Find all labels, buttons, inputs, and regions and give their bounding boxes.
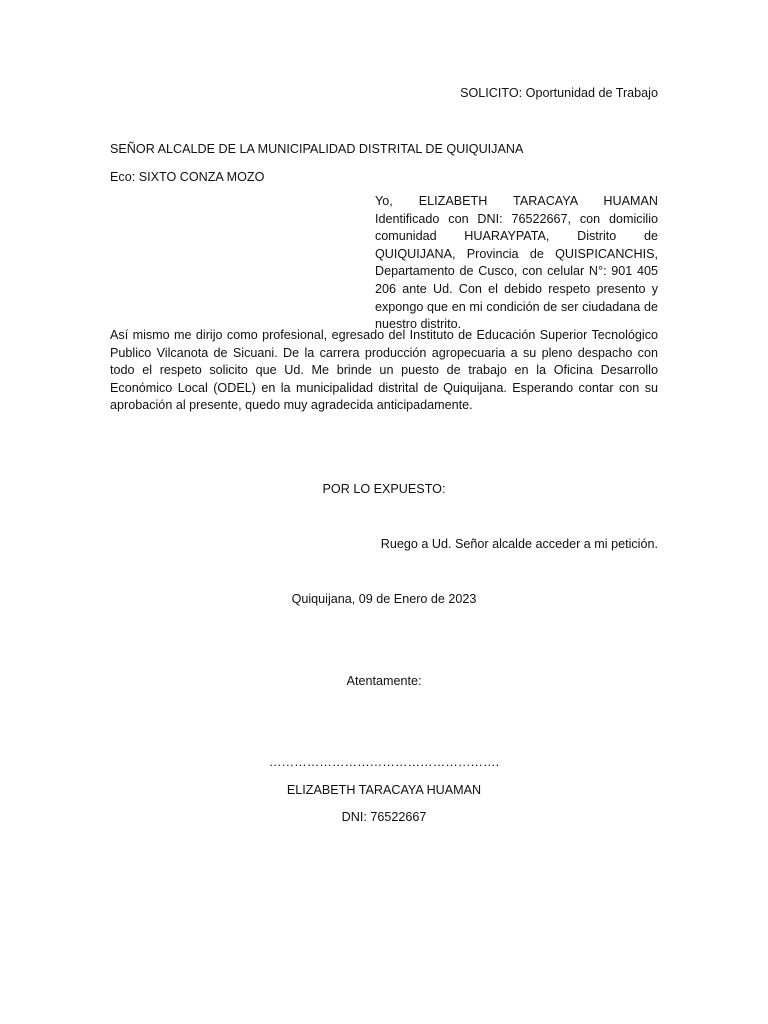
request-line: Ruego a Ud. Señor alcalde acceder a mi petición.	[380, 537, 658, 551]
por-lo-expuesto: POR LO EXPUESTO:	[322, 482, 446, 496]
regards: Atentamente:	[346, 674, 422, 688]
intro-paragraph-text: Yo, ELIZABETH TARACAYA HUAMAN Identificado con DNI: 76522667, con domicilio comunidad HUARAYPATA, Distrito de QUIQUIJANA, Provincia de QUISPICANCHIS, Departamento de Cusco, con celular N°: 901 405 206 ante Ud. Con el debido respeto presento y expongo que en mi condición de ser ciudadana de nuestro distrito.	[375, 194, 658, 332]
intro-paragraph	[375, 193, 658, 334]
signature-line: ……………………………………………….	[268, 755, 500, 769]
body-paragraph-text: Así mismo me dirijo como profesional, egresado del Instituto de Educación Superior Tecnológico Publico Vilcanota de Sicuani. De la carrera producción agropecuaria a su pleno despacho con todo el respeto solicito que Ud. Me brinde un puesto de trabajo en la Oficina Desarrollo Económico Local (ODEL) en la municipalidad distrital de Quiquijana. Esperando contar con su aprobación al presente, quedo muy agradecida anticipadamente.	[110, 328, 658, 413]
attention-line: Eco: SIXTO CONZA MOZO	[110, 170, 265, 184]
subject-line: SOLICITO: Oportunidad de Trabajo	[460, 86, 658, 100]
signer-dni: DNI: 76522667	[341, 810, 427, 824]
recipient-line: SEÑOR ALCALDE DE LA MUNICIPALIDAD DISTRITAL DE QUIQUIJANA	[110, 142, 524, 156]
place-date: Quiquijana, 09 de Enero de 2023	[291, 592, 477, 606]
signer-name: ELIZABETH TARACAYA HUAMAN	[286, 783, 482, 797]
body-paragraph	[110, 327, 658, 415]
